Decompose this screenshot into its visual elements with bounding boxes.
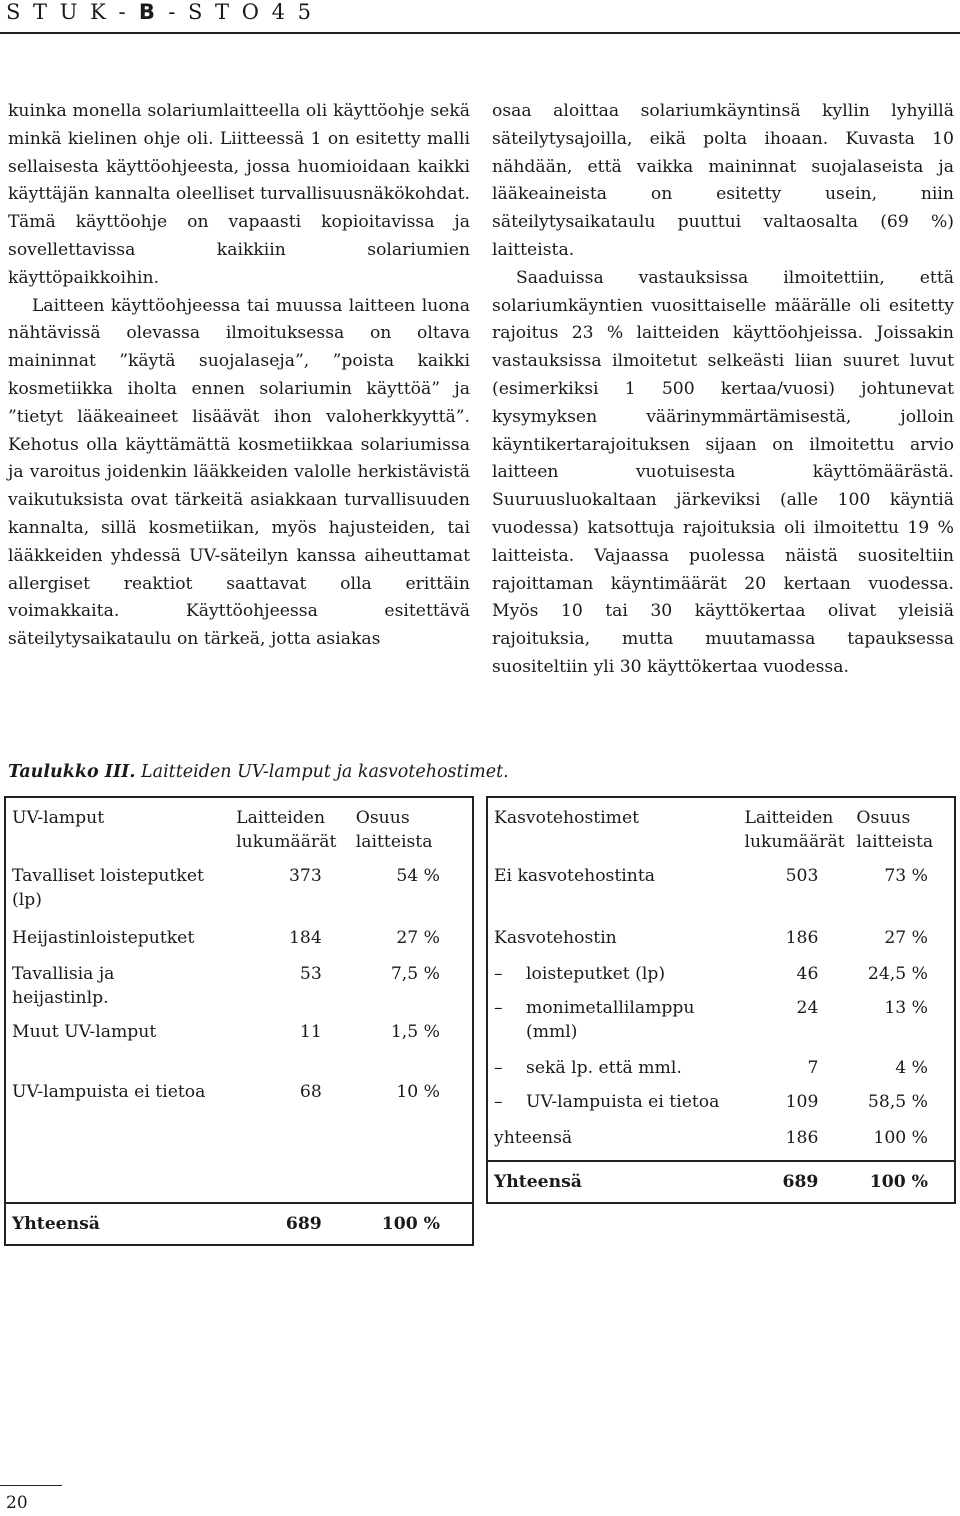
- table-total-row: Yhteensä 689 100 %: [487, 1161, 955, 1203]
- table-row: UV-lampuista ei tietoa 68 10 %: [12, 1082, 440, 1102]
- table-header-row: [5, 797, 473, 864]
- face-tanners-table: [486, 796, 956, 1204]
- column-header: Osuus laitteista: [355, 808, 433, 852]
- column-header: Laitteiden lukumäärät: [236, 808, 337, 852]
- left-text-column: [8, 98, 470, 654]
- table-row: – UV-lampuista ei tietoa 109 58,5 %: [494, 1092, 928, 1112]
- dash-marker: –: [494, 964, 503, 984]
- uv-lamps-table: [4, 796, 474, 1246]
- table-caption: Taulukko III. Laitteiden UV-lamput ja kasvotehostimet.: [8, 762, 509, 782]
- right-text-column: [492, 98, 954, 682]
- paragraph: kuinka monella solariumlaitteella oli käyttöohje sekä minkä kielinen ohje oli. Liitteessä 1 on esitetty malli sellaisesta käyttöohjeesta, jossa huomioidaan kaikki käyttäjän kannalta oleelliset turvallisuusnäkökohdat. Tämä käyttöohje on vapaasti kopioitavissa ja sovellettavissa kaikkiin solariumien käyttöpaikkoihin.: [8, 101, 470, 288]
- table-row: yhteensä 186 100 %: [494, 1128, 928, 1148]
- footer-rule: [0, 1485, 62, 1486]
- paragraph: Laitteen käyttöohjeessa tai muussa laitteen luona nähtävissä olevassa ilmoituksessa on oltava maininnat ”käytä suojalaseja”, ”poista kaikki kosmetiikka iholta ennen solariumin käyttöä” ja ”tietyt lääkeaineet lisäävät ihon valoherkkyyttä”. Kehotus olla käyttämättä kosmetiikkaa solariumissa ja varoitus joidenkin lääkkeiden valolle herkistävistä vaikutuksista ovat tärkeitä asiakkaan turvallisuuden kannalta, sillä kosmetiikan, myös hajusteiden, tai lääkkeiden yhdessä UV-säteilyn kanssa aiheuttamat allergiset reaktiot saattavat olla erittäin voimakkaita. Käyttöohjeessa esitettävä säteilytysaikataulu on tärkeä, jotta asiakas: [8, 295, 470, 650]
- column-header: UV-lamput: [12, 808, 105, 828]
- table-row: – sekä lp. että mml. 7 4 %: [494, 1058, 928, 1078]
- column-header: Laitteiden lukumäärät: [744, 808, 845, 852]
- table-row: Tavallisia ja heijastinlp. 53 7,5 %: [12, 964, 440, 1008]
- paragraph: osaa aloittaa solariumkäyntinsä kyllin lyhyillä säteilytysajoilla, eikä polta ihoaan. Kuvasta 10 nähdään, että vaikka maininnat suojalaseista ja lääkeaineista on esitetty usein, niin säteilytysaikataulu puuttui valtaosalta (69 %) laitteista.: [492, 101, 954, 260]
- dash-marker: –: [494, 1058, 503, 1078]
- header-rule: [0, 32, 960, 34]
- table-row: Tavalliset loisteputket (lp) 373 54 %: [12, 866, 440, 910]
- table-row: Kasvotehostin 186 27 %: [494, 928, 928, 948]
- column-header: Kasvotehostimet: [494, 808, 640, 828]
- dash-marker: –: [494, 1092, 503, 1112]
- table-row: Muut UV-lamput 11 1,5 %: [12, 1022, 440, 1042]
- paragraph: Saaduissa vastauksissa ilmoitettiin, että solariumkäyntien vuosittaiselle määrälle oli esitetty rajoitus 23 % laitteiden käyttöohjeissa. Joissakin vastauksissa ilmoitetut selkeästi liian suuret luvut (esimerkiksi 1 500 kertaa/vuosi) johtunevat kysymyksen väärinymmärtämisestä, jolloin käyntikertarajoituksen sijaan on ilmoitettu arvio laitteen vuotuisesta käyttömäärästä. Suuruusluokaltaan järkeviksi (alle 100 käyntiä vuodessa) katsottuja rajoituksia oli ilmoitettu 19 % laitteista. Vajaassa puolessa näistä suositeltiin rajoittaman käyntimäärät 20 kertaan vuodessa. Myös 10 tai 30 käyttökertaa olivat yleisiä rajoituksia, mutta muutamassa tapauksessa suositeltiin yli 30 käyttökertaa vuodessa.: [492, 267, 954, 677]
- table-row: Heijastinloisteputket 184 27 %: [12, 928, 440, 948]
- table-header-row: [487, 797, 955, 864]
- column-header: Osuus laitteista: [856, 808, 934, 852]
- page-number: 20: [6, 1493, 28, 1513]
- table-row: – loisteputket (lp) 46 24,5 %: [494, 964, 928, 984]
- running-header: S T U K - B - S T O 4 5: [6, 0, 315, 24]
- table-row: – monimetallilamppu (mml) 24 13 %: [494, 998, 928, 1042]
- table-total-row: Yhteensä 689 100 %: [5, 1203, 473, 1245]
- table-row: Ei kasvotehostinta 503 73 %: [494, 866, 928, 886]
- dash-marker: –: [494, 998, 503, 1018]
